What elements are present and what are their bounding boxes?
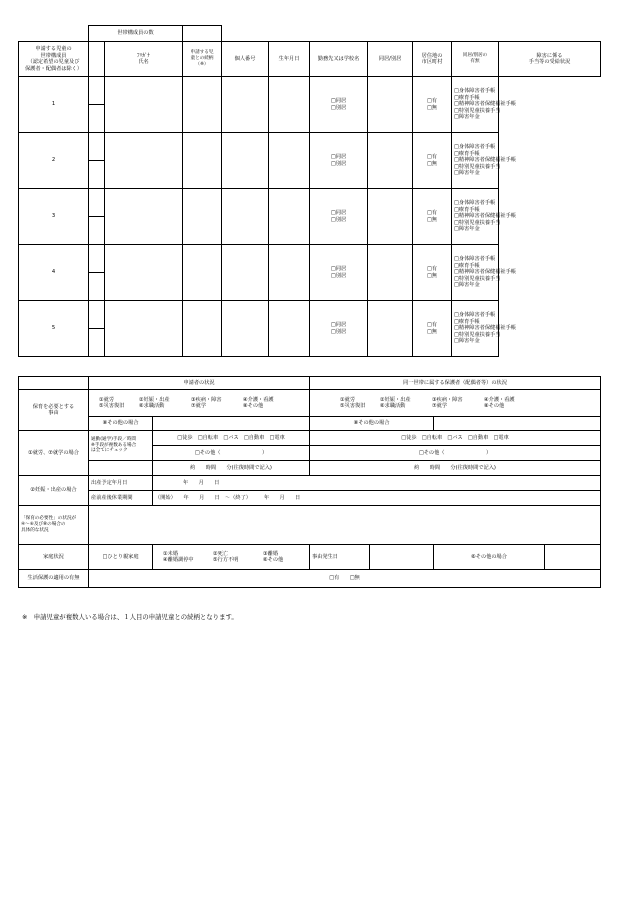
leave-period-field[interactable]: （開始） 年 月 日 ～（終了） 年 月 日 (153, 491, 601, 506)
spouse-commute-other[interactable]: □その他（ ） (310, 446, 601, 461)
pregnancy-label: ②妊娠・出産の場合 (19, 476, 89, 506)
event-date-field[interactable] (370, 545, 434, 570)
residence-header: 居住地の 市区町村 (413, 42, 452, 77)
birthdate-field[interactable] (222, 245, 269, 301)
detail-situation-field[interactable] (89, 506, 601, 545)
welfare-options[interactable]: □有 □無 (89, 570, 601, 588)
member-row-part (19, 301, 601, 315)
birthdate-field[interactable] (222, 133, 269, 189)
member-number: 1 (19, 77, 89, 133)
detail-situation-label: 「保育の必要性」の状況が ④～⑥及び⑧の場合の 具体的な状況 (19, 506, 89, 545)
applicant-other-field[interactable] (153, 417, 310, 431)
member-number: 5 (19, 301, 89, 357)
applicant-commute-time[interactable]: 約 時間 分(往復時間で記入) (153, 461, 310, 476)
care-options[interactable]: □有 □無 (413, 301, 452, 357)
cohabit-options[interactable]: □同居 □別居 (310, 189, 368, 245)
household-members-table (18, 25, 601, 357)
furigana-field[interactable] (89, 189, 105, 217)
family-status-label: 家庭状況 (19, 545, 89, 570)
mynumber-header: 個人番号 (222, 42, 269, 77)
member-count-label: 世帯構成員の数 (89, 26, 183, 42)
applicant-commute-other[interactable]: □その他（ ） (153, 446, 310, 461)
name-field[interactable] (89, 217, 105, 245)
name-field[interactable] (89, 273, 105, 301)
workplace-field[interactable] (269, 245, 310, 301)
name-field[interactable] (89, 329, 105, 357)
spouse-other-label: ⑧その他の場合 (310, 417, 434, 431)
mynumber-field[interactable] (183, 301, 222, 357)
workplace-field[interactable] (269, 77, 310, 133)
family-options[interactable]: ①未婚 ②死亡 ③離婚 ④離婚調停中 ⑤行方不明 ⑥その他 (153, 545, 310, 570)
workplace-header: 勤務先又は学校名 (310, 42, 368, 77)
member-row-part (19, 133, 601, 147)
care-header: 同居/別居の 有無 (452, 42, 499, 77)
spouse-other-field[interactable] (434, 417, 601, 431)
cohabit-options[interactable]: □同居 □別居 (310, 77, 368, 133)
member-row-part (19, 245, 601, 259)
applicant-status-header: 申請者の状況 (89, 377, 310, 390)
family-other-label: ⑥その他の場合 (434, 545, 545, 570)
furigana-field[interactable] (89, 77, 105, 105)
residence-field[interactable] (368, 189, 413, 245)
disability-options[interactable]: □身体障害者手帳 □療育手帳 □精神障害者保健福祉手帳 □特別児童扶養手当 □障害年金 (452, 245, 499, 301)
residence-field[interactable] (368, 245, 413, 301)
cohabit-header: 同居/別居 (368, 42, 413, 77)
cohabit-options[interactable]: □同居 □別居 (310, 245, 368, 301)
care-options[interactable]: □有 □無 (413, 245, 452, 301)
work-study-label: ①就労、⑦就学の場合 (19, 431, 89, 476)
family-other-field[interactable] (545, 545, 601, 570)
spouse-commute-time[interactable]: 約 時間 分(往復時間で記入) (310, 461, 601, 476)
relation-field[interactable] (105, 133, 183, 189)
applicant-reason-options[interactable]: ①就労 ②妊娠・出産 ③疾病・障害 ④介護・看護 ⑤災害復旧 ⑥求職活動 ⑦就学 ⑧その他 (89, 390, 310, 417)
care-options[interactable]: □有 □無 (413, 189, 452, 245)
member-row-part (19, 77, 601, 91)
residence-field[interactable] (368, 77, 413, 133)
name-field[interactable] (89, 105, 105, 133)
spouse-commute-options[interactable]: □徒歩 □自転車 □バス □自動車 □電車 (310, 431, 601, 446)
birthdate-header: 生年月日 (269, 42, 310, 77)
relation-field[interactable] (105, 189, 183, 245)
birthdate-field[interactable] (222, 189, 269, 245)
workplace-field[interactable] (269, 133, 310, 189)
member-count-field[interactable] (183, 26, 222, 42)
event-date-label: 事由発生日 (310, 545, 370, 570)
relation-field[interactable] (105, 77, 183, 133)
footnote: ※ 申請児童が複数人いる場合は、１人目の申請児童との続柄となります。 (22, 613, 238, 621)
disability-options[interactable]: □身体障害者手帳 □療育手帳 □精神障害者保健福祉手帳 □特別児童扶養手当 □障害年金 (452, 133, 499, 189)
birthdate-field[interactable] (222, 301, 269, 357)
residence-field[interactable] (368, 301, 413, 357)
applicant-other-label: ⑧その他の場合 (89, 417, 153, 431)
birthdate-field[interactable] (222, 77, 269, 133)
relation-field[interactable] (105, 245, 183, 301)
spouse-status-header: 同一世帯に属する保護者（配偶者等）の状況 (310, 377, 601, 390)
mynumber-field[interactable] (183, 189, 222, 245)
member-row-part (19, 189, 601, 203)
leave-period-label: 産前産後休業期間 (89, 491, 153, 506)
member-number: 4 (19, 245, 89, 301)
mynumber-field[interactable] (183, 245, 222, 301)
name-header: ﾌﾘｶﾞﾅ 氏名 (105, 42, 183, 77)
cohabit-options[interactable]: □同居 □別居 (310, 301, 368, 357)
furigana-field[interactable] (89, 133, 105, 161)
welfare-label: 生活保護の適用の有無 (19, 570, 89, 588)
disability-header: 障害に係る 手当等の受給状況 (499, 42, 601, 77)
mynumber-field[interactable] (183, 77, 222, 133)
furigana-field[interactable] (89, 245, 105, 273)
residence-field[interactable] (368, 133, 413, 189)
name-field[interactable] (89, 161, 105, 189)
care-options[interactable]: □有 □無 (413, 133, 452, 189)
relation-field[interactable] (105, 301, 183, 357)
care-options[interactable]: □有 □無 (413, 77, 452, 133)
spouse-reason-options[interactable]: ①就労 ②妊娠・出産 ③疾病・障害 ④介護・看護 ⑤災害復旧 ⑥求職活動 ⑦就学 ⑧その他 (310, 390, 601, 417)
disability-options[interactable]: □身体障害者手帳 □療育手帳 □精神障害者保健福祉手帳 □特別児童扶養手当 □障害年金 (452, 189, 499, 245)
single-parent-checkbox[interactable]: □ひとり親家庭 (89, 545, 153, 570)
need-reason-label: 保育を必要とする 事由 (19, 390, 89, 431)
applicant-commute-options[interactable]: □徒歩 □自転車 □バス □自動車 □電車 (153, 431, 310, 446)
furigana-field[interactable] (89, 301, 105, 329)
household-members-label: 申請する児童の 世帯構成員 （認定希望の児童及び 保護者・配偶者は除く） (19, 42, 89, 77)
member-number: 2 (19, 133, 89, 189)
commute-label: 通勤(通学)手段／時間 ※手段が複数ある場合 は全てにチェック (89, 431, 153, 461)
workplace-field[interactable] (269, 189, 310, 245)
member-number: 3 (19, 189, 89, 245)
disability-options[interactable]: □身体障害者手帳 □療育手帳 □精神障害者保健福祉手帳 □特別児童扶養手当 □障害年金 (452, 77, 499, 133)
mynumber-field[interactable] (183, 133, 222, 189)
due-date-label: 出産予定年月日 (89, 476, 153, 491)
relation-header: 申請する児 童との続柄 （※） (183, 42, 222, 77)
cohabit-options[interactable]: □同居 □別居 (310, 133, 368, 189)
due-date-field[interactable]: 年 月 日 (153, 476, 601, 491)
workplace-field[interactable] (269, 301, 310, 357)
disability-options[interactable]: □身体障害者手帳 □療育手帳 □精神障害者保健福祉手帳 □特別児童扶養手当 □障害年金 (452, 301, 499, 357)
childcare-need-table (18, 376, 601, 588)
